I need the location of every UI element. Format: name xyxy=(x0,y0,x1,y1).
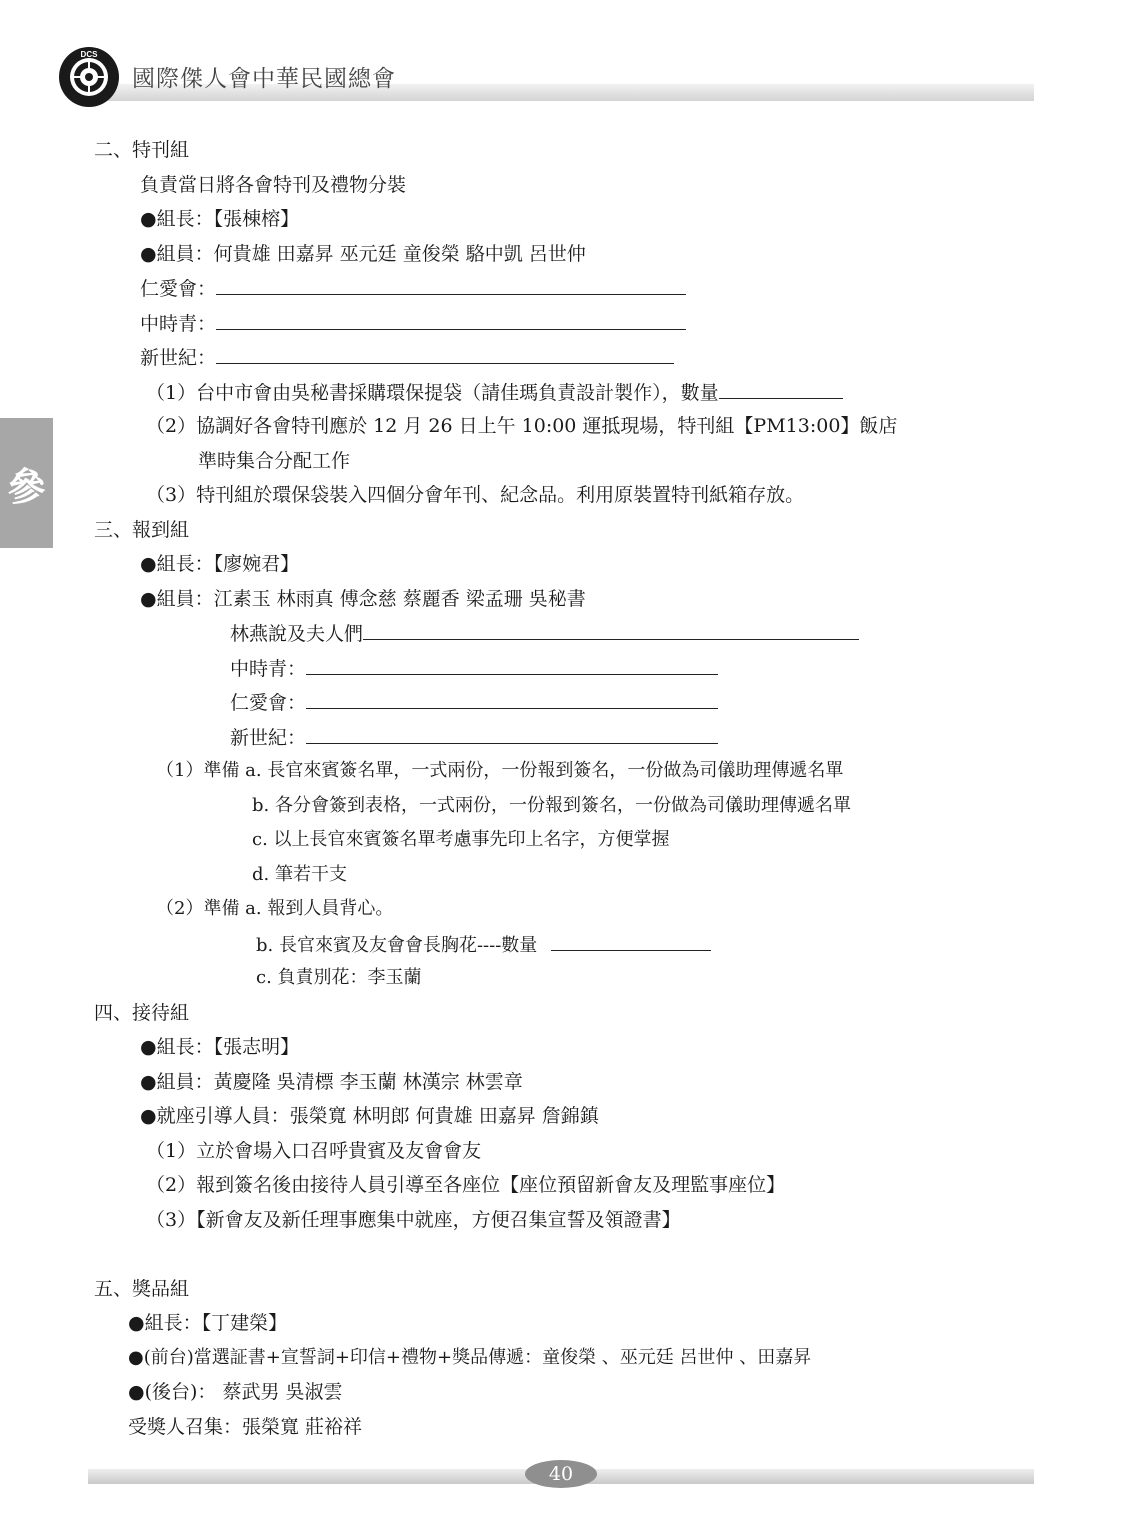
section-heading-special-issue: 二、特刊組 xyxy=(94,139,190,161)
club-line xyxy=(140,276,686,301)
logo-text: DCS xyxy=(80,50,98,59)
club-line xyxy=(140,345,674,370)
club-line xyxy=(140,311,686,336)
numbered-item: （2）準備 a. 報到人員背心。 xyxy=(156,898,394,919)
fill-blank xyxy=(363,621,859,640)
numbered-item: （1）立於會場入口召呼貴賓及友會會友 xyxy=(146,1140,482,1162)
members-line: 受獎人召集：張榮寬 莊裕祥 xyxy=(128,1416,363,1438)
fill-blank xyxy=(551,932,711,951)
section-heading-reception: 四、接待組 xyxy=(94,1002,190,1024)
club-label: 新世紀： xyxy=(140,347,217,369)
members-line: ●就座引導人員：張榮寬 林明郎 何貴雄 田嘉昇 詹錦鎮 xyxy=(140,1105,599,1127)
fill-blank xyxy=(719,380,843,399)
org-name: 國際傑人會中華民國總會 xyxy=(132,66,396,92)
club-label: 仁愛會： xyxy=(230,692,307,714)
item-continuation: 準時集合分配工作 xyxy=(198,450,351,472)
leader-line: ●組長：【張棟榕】 xyxy=(140,208,300,230)
members-line: ●(前台)當選証書+宣誓詞+印信+禮物+獎品傳遞：童俊榮 、巫元廷 呂世仲 、田嘉昇 xyxy=(128,1347,812,1368)
numbered-item: （1）準備 a. 長官來賓簽名單，一式兩份，一份報到簽名，一份做為司儀助理傳遞名單 xyxy=(156,760,844,781)
fill-blank xyxy=(216,311,686,330)
section-heading-registration: 三、報到組 xyxy=(94,519,190,541)
sub-item: c. 以上長官來賓簽名單考慮事先印上名字，方便掌握 xyxy=(252,829,670,850)
club-line xyxy=(230,656,718,681)
members-line: ●(後台)： 蔡武男 吳淑雲 xyxy=(128,1381,343,1403)
club-label: 中時青： xyxy=(230,658,307,680)
fill-blank xyxy=(306,656,718,675)
sub-item-text: b. 長官來賓及友會會長胸花----數量 xyxy=(256,935,538,956)
page-number: 40 xyxy=(525,1460,597,1488)
members-line: ●組員：黃慶隆 吳清標 李玉蘭 林漢宗 林雲章 xyxy=(140,1071,523,1093)
members-text: 林燕說及夫人們 xyxy=(230,623,364,645)
members-line: ●組員：何貴雄 田嘉昇 巫元廷 童俊榮 駱中凱 呂世仲 xyxy=(140,243,586,265)
fill-blank xyxy=(306,690,718,709)
club-line xyxy=(230,725,718,750)
club-label: 仁愛會： xyxy=(140,278,217,300)
sub-item: c. 負責別花：李玉蘭 xyxy=(256,967,422,988)
numbered-item: （2）協調好各會特刊應於 12 月 26 日上午 10:00 運抵現場，特刊組【PM13:00】飯店 xyxy=(146,415,898,437)
fill-blank xyxy=(216,276,686,295)
club-label: 中時青： xyxy=(140,313,217,335)
numbered-item: （3）特刊組於環保袋裝入四個分會年刊、紀念品。利用原裝置特刊紙箱存放。 xyxy=(146,484,805,506)
text-line: 負責當日將各會特刊及禮物分裝 xyxy=(140,174,407,196)
members-continuation xyxy=(230,621,859,646)
numbered-item: （2）報到簽名後由接待人員引導至各座位【座位預留新會友及理監事座位】 xyxy=(146,1174,786,1196)
numbered-item: （3）【新會友及新任理事應集中就座，方便召集宣誓及領證書】 xyxy=(146,1209,681,1231)
fill-blank xyxy=(216,345,674,364)
members-line: ●組員：江素玉 林雨真 傅念慈 蔡麗香 梁孟珊 吳秘書 xyxy=(140,588,586,610)
sub-item: d. 筆若干支 xyxy=(252,864,347,885)
club-line xyxy=(230,690,718,715)
numbered-item xyxy=(146,380,843,405)
club-label: 新世紀： xyxy=(230,727,307,749)
side-tab: 參 xyxy=(0,418,53,548)
item-text: （1）台中市會由吳秘書採購環保提袋（請佳瑪負責設計製作），數量 xyxy=(146,382,719,404)
leader-line: ●組長：【張志明】 xyxy=(140,1036,300,1058)
section-heading-awards: 五、獎品組 xyxy=(94,1278,190,1300)
fill-blank xyxy=(306,725,718,744)
sub-item: b. 各分會簽到表格，一式兩份，一份報到簽名，一份做為司儀助理傳遞名單 xyxy=(252,795,851,816)
sub-item xyxy=(256,932,711,958)
dcs-logo xyxy=(58,46,120,108)
leader-line: ●組長：【丁建榮】 xyxy=(128,1312,288,1334)
leader-line: ●組長：【廖婉君】 xyxy=(140,553,300,575)
